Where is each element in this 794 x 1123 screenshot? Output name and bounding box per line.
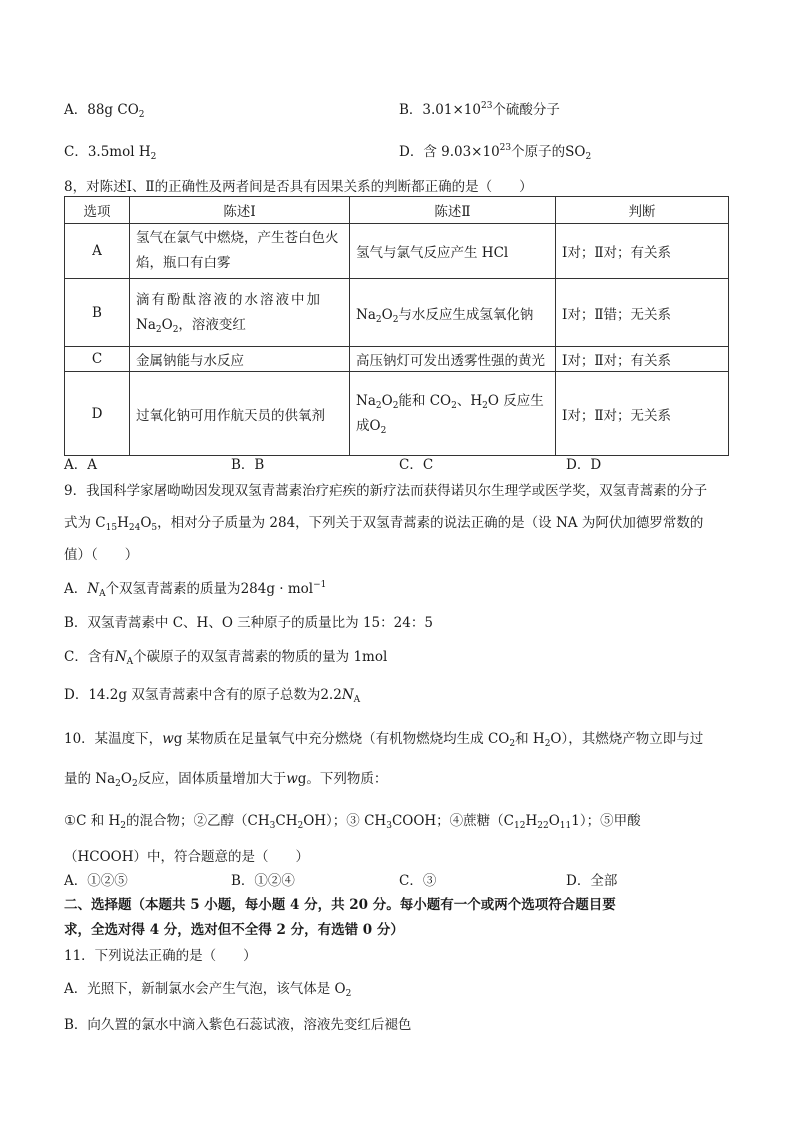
row-judgement: Ⅰ对；Ⅱ对；有关系 bbox=[556, 347, 729, 372]
q10-stem-line-3: ①C 和 $H_2$的混合物；②乙醇$(CH_3CH_2OH)$；③ $CH_3COOH$；④蔗糖$(C_{12}H_{22}O_{11}1)$；⑤甲酸 bbox=[64, 813, 641, 831]
header-statement-1: 陈述Ⅰ bbox=[130, 197, 350, 224]
q7-option-a: A．88g $CO_2$ bbox=[64, 102, 145, 120]
table-header-row bbox=[65, 197, 729, 224]
row-statement-1: 金属钠能与水反应 bbox=[130, 347, 350, 372]
q8-option-d: D．D bbox=[566, 457, 602, 473]
q7-option-c: C．3.5mol $H_2$ bbox=[64, 144, 157, 162]
row-option: C bbox=[65, 347, 130, 372]
q8-option-c: C．C bbox=[399, 457, 434, 473]
table-row bbox=[65, 279, 729, 347]
q8-option-b: B．B bbox=[231, 457, 265, 473]
row-option: D bbox=[65, 372, 130, 456]
q10-option-a: A．①②⑤ bbox=[64, 873, 128, 889]
row-option: A bbox=[65, 224, 130, 279]
q9-option-d: D．14.2g 双氢青蒿素中含有的原子总数为$2.2N_A$ bbox=[64, 687, 361, 705]
header-statement-2: 陈述Ⅱ bbox=[350, 197, 556, 224]
q10-option-d: D．全部 bbox=[566, 873, 618, 889]
q9-stem-line-3: 值）（ ） bbox=[64, 547, 139, 563]
section-2-heading-line-1: 二、选择题（本题共 5 小题，每小题 4 分，共 20 分。每小题有一个或两个选项符合题目要 bbox=[64, 897, 616, 913]
q7-option-b: B．$3.01\times 10^{23}$个硫酸分子 bbox=[399, 101, 560, 118]
q10-option-c: C．③ bbox=[399, 873, 437, 889]
row-judgement: Ⅰ对；Ⅱ对；无关系 bbox=[556, 372, 729, 456]
q11-option-a: A．光照下，新制氯水会产生气泡，该气体是 $O_2$ bbox=[64, 981, 352, 999]
table-row bbox=[65, 372, 729, 456]
header-option: 选项 bbox=[65, 197, 130, 224]
q10-stem-line-1: 10．某温度下，wg 某物质在足量氧气中充分燃烧（有机物燃烧均生成 $CO_2$和 $H_2O$），其燃烧产物立即与过 bbox=[64, 731, 704, 749]
row-statement-2: 高压钠灯可发出透雾性强的黄光 bbox=[350, 347, 556, 372]
q8-option-a: A．A bbox=[64, 457, 97, 473]
row-statement-1: 氢气在氯气中燃烧，产生苍白色火焰，瓶口有白雾 bbox=[130, 224, 350, 279]
row-judgement: Ⅰ对；Ⅱ错；无关系 bbox=[556, 279, 729, 347]
header-judgement: 判断 bbox=[556, 197, 729, 224]
section-2-heading-line-2: 求，全选对得 4 分，选对但不全得 2 分，有选错 0 分） bbox=[64, 922, 404, 938]
table-row bbox=[65, 347, 729, 372]
row-statement-2: 氢气与氯气反应产生 HCl bbox=[350, 224, 556, 279]
q9-stem-line-1: 9．我国科学家屠呦呦因发现双氢青蒿素治疗疟疾的新疗法而获得诺贝尔生理学或医学奖，双氢青蒿素的分子 bbox=[64, 483, 708, 499]
q9-option-c: C．含有$N_A$个碳原子的双氢青蒿素的物质的量为 1mol bbox=[64, 649, 388, 667]
q9-option-a: A．$N_A$个双氢青蒿素的质量为284g · mol$^{-1}$ bbox=[64, 580, 327, 599]
q9-stem-line-2: 式为 $C_{15}H_{24}O_5$，相对分子质量为 284，下列关于双氢青蒿素的说法正确的是（设 NA 为阿伏加德罗常数的 bbox=[64, 515, 704, 533]
table-row bbox=[65, 224, 729, 279]
row-statement-2: $Na_2O_2$与水反应生成氢氧化钠 bbox=[350, 279, 556, 347]
row-statement-1: 过氧化钠可用作航天员的供氧剂 bbox=[130, 372, 350, 456]
row-option: B bbox=[65, 279, 130, 347]
q8-stem: 8，对陈述Ⅰ、Ⅱ的正确性及两者间是否具有因果关系的判断都正确的是（ ） bbox=[64, 179, 533, 195]
q10-stem-line-2: 量的 $Na_2O_2$反应，固体质量增加大于wg。下列物质： bbox=[64, 771, 388, 789]
q10-option-b: B．①②④ bbox=[231, 873, 295, 889]
q8-table bbox=[64, 196, 729, 456]
row-judgement: Ⅰ对；Ⅱ对；有关系 bbox=[556, 224, 729, 279]
q10-stem-line-4: （HCOOH）中，符合题意的是（ ） bbox=[64, 849, 310, 865]
row-statement-1: 滴有酚酞溶液的水溶液中加 $Na_2O_2$，溶液变红 bbox=[130, 279, 350, 347]
q11-stem: 11．下列说法正确的是（ ） bbox=[64, 948, 257, 964]
q7-option-d: D．含 $9.03\times 10^{23}$个原子的$SO_2$ bbox=[399, 143, 592, 162]
q9-option-b: B．双氢青蒿素中 C、H、O 三种原子的质量比为 15：24：5 bbox=[64, 615, 433, 631]
row-statement-2: $Na_2O_2$能和 $CO_2$、$H_2O$ 反应生 成$O_2$ bbox=[350, 372, 556, 456]
q11-option-b: B．向久置的氯水中滴入紫色石蕊试液，溶液先变红后褪色 bbox=[64, 1017, 412, 1033]
